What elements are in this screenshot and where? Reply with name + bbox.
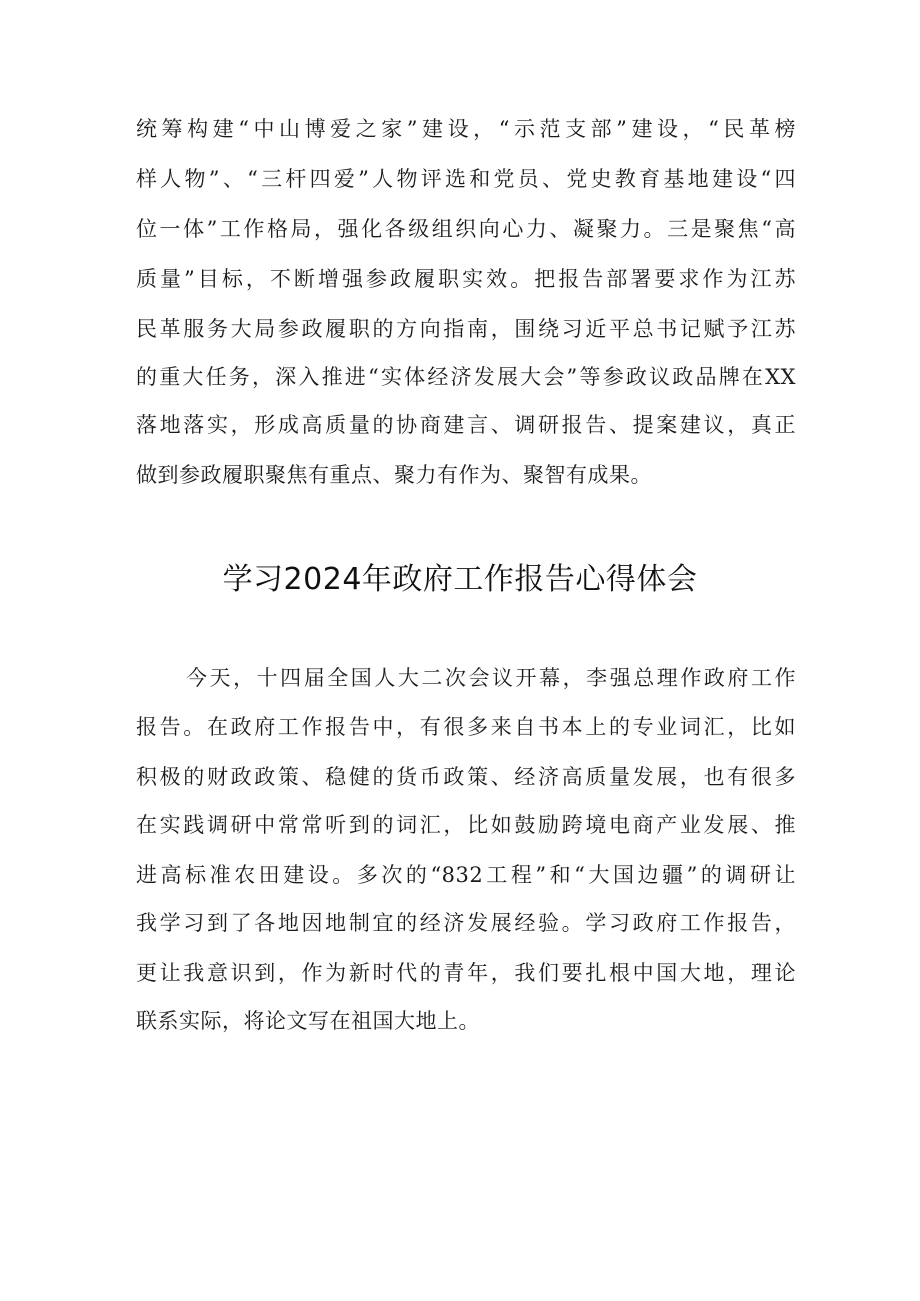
paragraph-line: 在实践调研中常常听到的词汇，比如鼓励跨境电商产业发展、推: [136, 813, 796, 837]
paragraph-line: 积极的财政政策、稳健的货币政策、经济高质量发展，也有很多: [136, 765, 796, 789]
paragraph-line: 统筹构建“中山博爱之家”建设，“示范支部”建设，“民革榜: [136, 117, 796, 141]
document-title: 学习2024年政府工作报告心得体会: [222, 562, 698, 597]
paragraph-line: 的重大任务，深入推进“实体经济发展大会”等参政议政品牌在XX: [136, 365, 796, 389]
paragraph-line: 做到参政履职聚焦有重点、聚力有作为、聚智有成果。: [136, 463, 652, 487]
paragraph-line: 报告。在政府工作报告中，有很多来自书本上的专业词汇，比如: [136, 715, 796, 739]
paragraph-line: 样人物”、“三杆四爱”人物评选和党员、党史教育基地建设“四: [136, 167, 796, 191]
paragraph-line: 进高标准农田建设。多次的“832工程”和“大国边疆”的调研让: [136, 863, 796, 887]
paragraph-line: 今天，十四届全国人大二次会议开幕，李强总理作政府工作: [186, 666, 796, 690]
paragraph-line: 落地落实，形成高质量的协商建言、调研报告、提案建议，真正: [136, 413, 796, 437]
paragraph-line: 民革服务大局参政履职的方向指南，围绕习近平总书记赋予江苏: [136, 317, 796, 341]
paragraph-line: 位一体”工作格局，强化各级组织向心力、凝聚力。三是聚焦“高: [136, 217, 796, 241]
paragraph-line: 质量”目标，不断增强参政履职实效。把报告部署要求作为江苏: [136, 267, 796, 291]
paragraph-line: 联系实际，将论文写在祖国大地上。: [136, 1009, 480, 1033]
paragraph-line: 更让我意识到，作为新时代的青年，我们要扎根中国大地，理论: [136, 961, 796, 985]
paragraph-line: 我学习到了各地因地制宜的经济发展经验。学习政府工作报告，: [136, 911, 796, 935]
